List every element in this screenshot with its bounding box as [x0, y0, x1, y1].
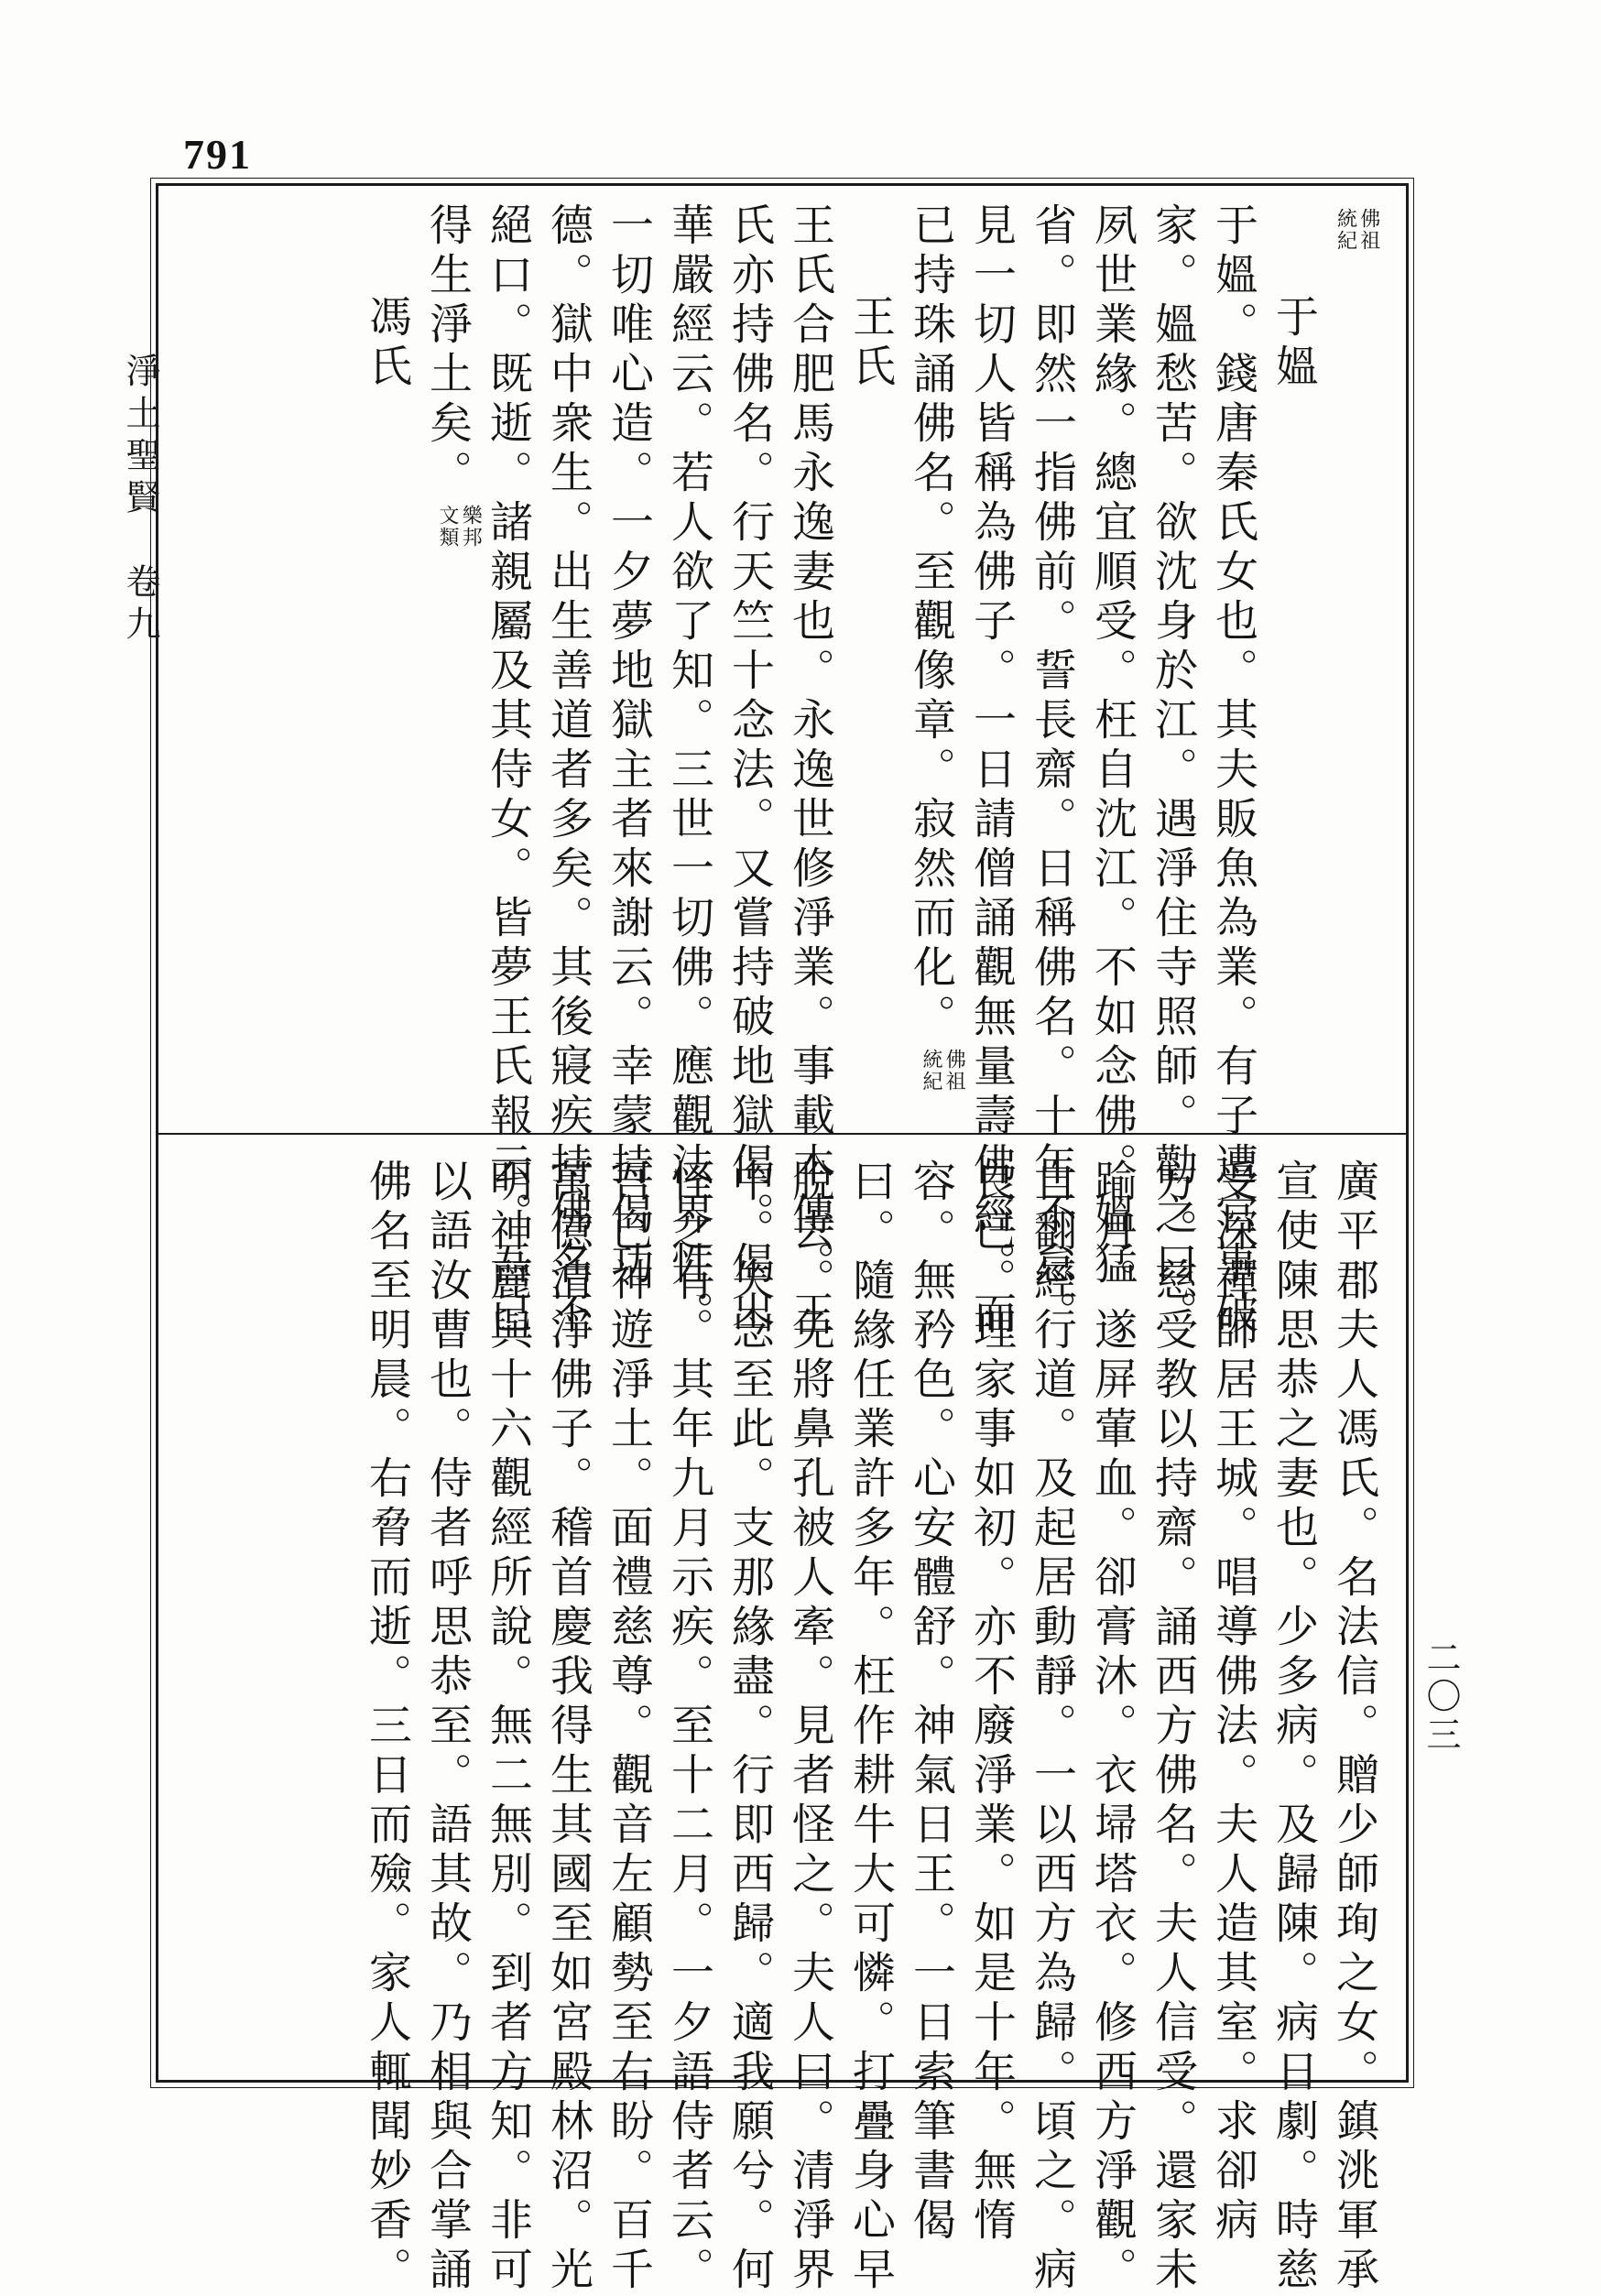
column-text: 萬億清淨佛子。稽首慶我得生其國至如宮殿林沼。光 — [543, 1159, 594, 2296]
citation-note: 佛祖 統紀 — [1334, 208, 1380, 252]
text-column — [543, 1159, 594, 2296]
text-column — [785, 1159, 835, 2296]
column-text: 良已。理家事如初。亦不廢淨業。如是十年。無惰 — [966, 1159, 1017, 2247]
margin-page-number: 二〇三 — [1421, 1639, 1461, 1755]
text-column — [1269, 1159, 1319, 2296]
text-column — [966, 202, 1017, 1340]
column-text: 吾已神遊淨土。面禮慈尊。觀音左顧勢至右盼。百千 — [604, 1159, 654, 2296]
text-column — [543, 202, 594, 1340]
column-text: 自翻經行道。及起居動靜。一以西方為歸。頃之。病 — [1027, 1159, 1077, 2296]
text-column — [604, 1159, 654, 2296]
column-text: 以語汝曹也。侍者呼思恭至。語其故。乃相與合掌誦 — [422, 1159, 473, 2296]
margin-title: 淨土聖賢 卷九 — [120, 353, 160, 647]
citation-note: 樂邦 文類 — [436, 505, 483, 549]
column-text: 得生淨土矣。 — [422, 202, 473, 499]
text-column — [483, 1159, 533, 2296]
column-text: 氏亦持佛名。行天竺十念法。又嘗持破地獄偈。偈出 — [724, 202, 775, 1340]
text-column — [422, 202, 483, 1109]
column-text: 方。慈受教以持齋。誦西方佛名。夫人信受。還家未 — [1148, 1159, 1198, 2296]
column-text: 已持珠誦佛名。至觀像章。寂然而化。 — [906, 202, 956, 1043]
column-text: 華嚴經云。若人欲了知。三世一切佛。應觀法界性。 — [664, 202, 714, 1340]
text-column — [1148, 202, 1198, 1340]
column-text: 德。獄中衆生。出生善道者多矣。其後寢疾持佛名不 — [543, 202, 594, 1340]
column-text: 廣平郡夫人馮氏。名法信。贈少師珣之女。鎮洮軍承 — [1329, 1159, 1379, 2296]
column-text: 見一切人皆稱為佛子。一日請僧誦觀無量壽佛經。而 — [966, 202, 1017, 1340]
column-text: 于媼 — [1269, 294, 1319, 393]
section-heading — [362, 202, 412, 1201]
text-column — [966, 1159, 1017, 2247]
text-column — [362, 1159, 412, 2296]
section-heading — [1269, 202, 1319, 1201]
source-note — [1333, 202, 1380, 1109]
column-text: 王氏合肥馬永逸妻也。永逸世修淨業。事載本傳。王 — [785, 202, 835, 1340]
text-column — [1087, 1159, 1138, 2296]
citation-note: 佛祖 統紀 — [920, 1049, 966, 1093]
text-column — [724, 202, 775, 1340]
column-text: 怪之有。其年九月示疾。至十二月。一夕語侍者云。 — [664, 1159, 714, 2296]
text-column — [1329, 1159, 1379, 2296]
column-text: 夙世業緣。總宜順受。枉自沈江。不如念佛。媼猛 — [1087, 202, 1138, 1290]
column-text: 省。即然一指佛前。誓長齋。日稱佛名。十年不怠。 — [1027, 202, 1077, 1340]
column-text: 容。無矜色。心安體舒。神氣日王。一日索筆書偈 — [906, 1159, 956, 2247]
column-text: 佛名至明晨。右脅而逝。三日而殮。家人輒聞妙香。 — [362, 1159, 412, 2296]
column-text: 脫去。免將鼻孔被人牽。見者怪之。夫人曰。清淨界 — [785, 1159, 835, 2296]
column-text: 宣使陳思恭之妻也。少多病。及歸陳。病日劇。時慈 — [1269, 1159, 1319, 2296]
section-heading — [845, 202, 896, 1201]
text-column — [724, 1159, 775, 2296]
page-number: 791 — [183, 131, 252, 178]
column-text: 家。媼愁苦。欲沈身於江。遇淨住寺照師。勸之曰。 — [1148, 202, 1198, 1340]
text-column — [906, 1159, 956, 2247]
text-column — [1027, 1159, 1077, 2296]
column-text: 踰月。遂屏葷血。卻膏沐。衣埽塔衣。修西方淨觀。 — [1087, 1159, 1138, 2296]
text-frame — [156, 183, 1409, 2296]
text-column — [845, 1159, 896, 2296]
column-text: 馮氏 — [362, 294, 412, 393]
column-text: 絕口。既逝。諸親屬及其侍女。皆夢王氏報云。吾已 — [483, 202, 533, 1340]
text-column — [604, 202, 654, 1290]
column-text: 曰。隨緣任業許多年。枉作耕牛大可憐。打疊身心早 — [845, 1159, 896, 2296]
text-column — [906, 202, 966, 1109]
column-text: 于媼。錢唐秦氏女也。其夫販魚為業。有子遭官事破 — [1208, 202, 1258, 1340]
column-text: 王氏 — [845, 294, 896, 393]
text-column — [664, 202, 714, 1340]
text-column — [1087, 202, 1138, 1290]
text-column — [664, 1159, 714, 2296]
register-divider — [158, 1133, 1406, 1135]
text-column — [1148, 1159, 1198, 2296]
column-text: 中。失念至此。支那緣盡。行即西歸。適我願兮。何 — [724, 1159, 775, 2296]
text-column — [1208, 202, 1258, 1340]
text-column — [1027, 202, 1077, 1340]
text-column — [422, 1159, 473, 2296]
text-column — [785, 202, 835, 1340]
text-column — [483, 202, 533, 1340]
text-column — [1208, 1159, 1258, 2247]
column-text: 明神麗與十六觀經所說。無二無別。到者方知。非可 — [483, 1159, 533, 2296]
column-text: 受深禪師居王城。唱導佛法。夫人造其室。求卻病 — [1208, 1159, 1258, 2247]
column-text: 一切唯心造。一夕夢地獄主者來謝云。幸蒙持偈功 — [604, 202, 654, 1290]
